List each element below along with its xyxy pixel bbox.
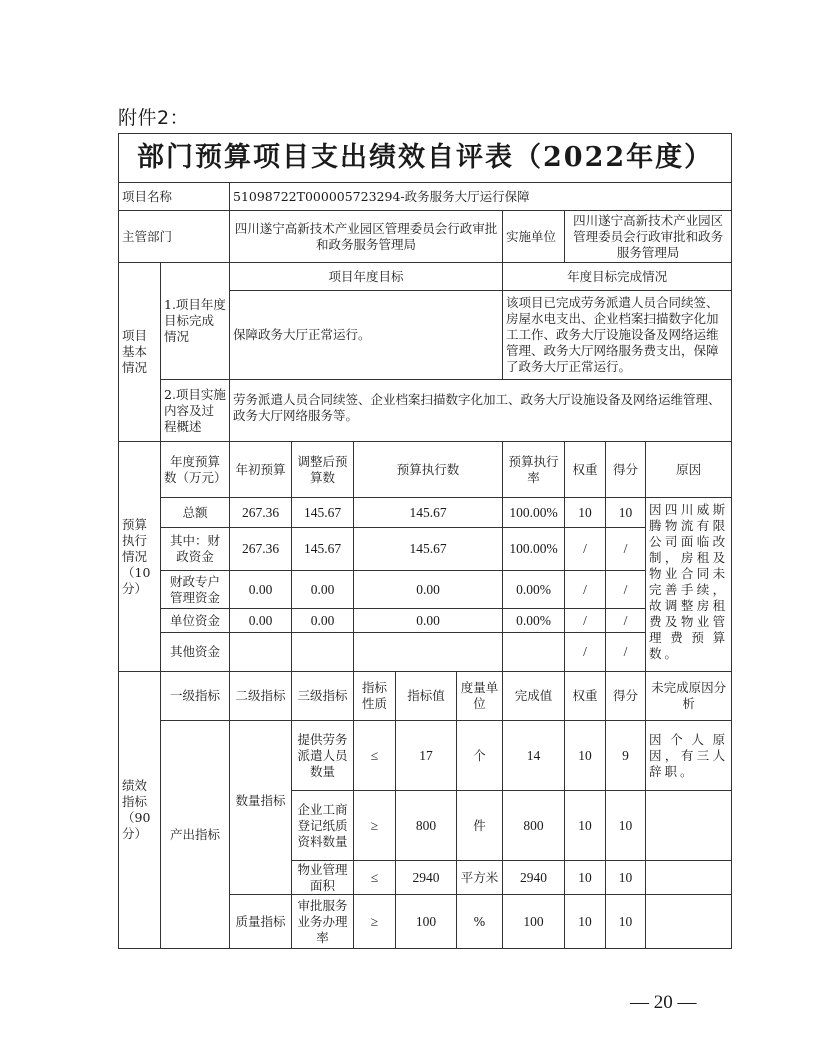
adjusted-budget: 0.00 <box>292 609 354 633</box>
initial-budget: 0.00 <box>230 609 292 633</box>
budget-row-label: 其中：财政资金 <box>161 528 230 571</box>
attachment-label: 附件2： <box>118 107 190 129</box>
measure-unit: 件 <box>457 791 503 861</box>
perf-header: 完成值 <box>503 672 565 721</box>
perf-header: 权重 <box>565 672 606 721</box>
level3-indicator: 物业管理面积 <box>292 861 354 895</box>
page-number: — 20 — <box>630 992 697 1013</box>
impl-unit-value: 四川遂宁高新技术产业园区管理委员会行政审批和政务服务管理局 <box>565 211 732 263</box>
initial-budget: 267.36 <box>230 528 292 571</box>
initial-budget <box>230 633 292 672</box>
initial-budget: 267.36 <box>230 498 292 528</box>
measure-unit: 平方米 <box>457 861 503 895</box>
executed-amount: 145.67 <box>354 498 503 528</box>
budget-row <box>119 609 732 633</box>
project-name-value: 51098722T000005723294-政务服务大厅运行保障 <box>230 183 732 211</box>
adjusted-budget: 145.67 <box>292 498 354 528</box>
perf-header: 三级指标 <box>292 672 354 721</box>
dept-value: 四川遂宁高新技术产业园区管理委员会行政审批和政务服务管理局 <box>230 211 503 263</box>
indicator-nature: ≥ <box>354 895 396 949</box>
budget-row-label: 总额 <box>161 498 230 528</box>
budget-row <box>119 498 732 528</box>
adjusted-budget <box>292 633 354 672</box>
weight: 10 <box>565 895 606 949</box>
score: / <box>606 571 646 609</box>
indicator-nature: ≥ <box>354 791 396 861</box>
level3-indicator: 提供劳务派遣人员数量 <box>292 721 354 791</box>
weight: 10 <box>565 498 606 528</box>
actual-value: 14 <box>503 721 565 791</box>
basic-row2-label: 2.项目实施内容及过程概述 <box>161 380 230 442</box>
level3-indicator: 企业工商登记纸质资料数量 <box>292 791 354 861</box>
score: 10 <box>606 791 646 861</box>
execution-rate: 100.00% <box>503 498 565 528</box>
target-value: 17 <box>396 721 457 791</box>
target-value: 2940 <box>396 861 457 895</box>
incomplete-reason <box>646 791 732 861</box>
adjusted-budget: 0.00 <box>292 571 354 609</box>
self-evaluation-table <box>118 133 732 949</box>
budget-header: 年度预算数（万元） <box>161 442 230 498</box>
adjusted-budget: 145.67 <box>292 528 354 571</box>
actual-value: 800 <box>503 791 565 861</box>
execution-rate <box>503 633 565 672</box>
budget-row <box>119 571 732 609</box>
level1-indicator: 产出指标 <box>161 721 230 949</box>
score: / <box>606 609 646 633</box>
measure-unit: 个 <box>457 721 503 791</box>
indicator-nature: ≤ <box>354 861 396 895</box>
incomplete-reason <box>646 895 732 949</box>
perf-header: 度量单位 <box>457 672 503 721</box>
executed-amount: 145.67 <box>354 528 503 571</box>
incomplete-reason: 因个人原因，有三人辞职。 <box>646 721 732 791</box>
level3-indicator: 审批服务业务办理率 <box>292 895 354 949</box>
budget-row <box>119 528 732 571</box>
perf-header: 得分 <box>606 672 646 721</box>
target-value: 100 <box>396 895 457 949</box>
perf-header: 二级指标 <box>230 672 292 721</box>
executed-amount <box>354 633 503 672</box>
execution-rate: 100.00% <box>503 528 565 571</box>
perf-header: 未完成原因分析 <box>646 672 732 721</box>
perf-header: 指标性质 <box>354 672 396 721</box>
execution-rate: 0.00% <box>503 609 565 633</box>
performance-section-label: 绩效指标（90分） <box>119 672 161 949</box>
project-name-label: 项目名称 <box>119 183 230 211</box>
budget-reason: 因四川威斯腾物流有限公司面临改制，房租及物业合同未完善手续，故调整房租费及物业管理费预算数。 <box>646 498 732 672</box>
impl-unit-label: 实施单位 <box>503 211 565 263</box>
budget-header: 调整后预算数 <box>292 442 354 498</box>
weight: / <box>565 571 606 609</box>
implementation-summary: 劳务派遣人员合同续签、企业档案扫描数字化加工、政务大厅设施设备及网络运维管理、政务大厅网络服务等。 <box>230 380 732 442</box>
score: 10 <box>606 895 646 949</box>
budget-header: 预算执行率 <box>503 442 565 498</box>
score: 10 <box>606 861 646 895</box>
score: 9 <box>606 721 646 791</box>
budget-header: 权重 <box>565 442 606 498</box>
initial-budget: 0.00 <box>230 571 292 609</box>
perf-row <box>119 721 732 791</box>
weight: 10 <box>565 791 606 861</box>
goal-completion-value: 该项目已完成劳务派遣人员合同续签、房屋水电支出、企业档案扫描数字化加工工作、政务大厅设施设备及网络运维管理、政务大厅网络服务费支出，保障了政务大厅正常运行。 <box>503 291 732 380</box>
budget-row-label: 单位资金 <box>161 609 230 633</box>
dept-label: 主管部门 <box>119 211 230 263</box>
score: / <box>606 633 646 672</box>
weight: / <box>565 633 606 672</box>
executed-amount: 0.00 <box>354 571 503 609</box>
basic-row1-label: 1.项目年度目标完成情况 <box>161 263 230 380</box>
page-title: 部门预算项目支出绩效自评表（2022年度） <box>119 134 732 183</box>
score: 10 <box>606 498 646 528</box>
target-value: 800 <box>396 791 457 861</box>
budget-row-label: 财政专户管理资金 <box>161 571 230 609</box>
basic-section-label: 项目基本情况 <box>119 263 161 442</box>
goal-header: 项目年度目标 <box>230 263 503 291</box>
incomplete-reason <box>646 861 732 895</box>
level2-quantity: 数量指标 <box>230 721 292 895</box>
perf-header: 指标值 <box>396 672 457 721</box>
annual-goal-value: 保障政务大厅正常运行。 <box>230 291 503 380</box>
completion-header: 年度目标完成情况 <box>503 263 732 291</box>
budget-row-label: 其他资金 <box>161 633 230 672</box>
weight: 10 <box>565 721 606 791</box>
score: / <box>606 528 646 571</box>
actual-value: 100 <box>503 895 565 949</box>
indicator-nature: ≤ <box>354 721 396 791</box>
perf-header: 一级指标 <box>161 672 230 721</box>
execution-rate: 0.00% <box>503 571 565 609</box>
weight: / <box>565 528 606 571</box>
measure-unit: % <box>457 895 503 949</box>
weight: 10 <box>565 861 606 895</box>
budget-header: 原因 <box>646 442 732 498</box>
budget-section-label: 预算执行情况（10分） <box>119 442 161 672</box>
budget-row <box>119 633 732 672</box>
budget-header: 预算执行数 <box>354 442 503 498</box>
level2-quality: 质量指标 <box>230 895 292 949</box>
budget-header: 年初预算 <box>230 442 292 498</box>
actual-value: 2940 <box>503 861 565 895</box>
weight: / <box>565 609 606 633</box>
budget-header: 得分 <box>606 442 646 498</box>
executed-amount: 0.00 <box>354 609 503 633</box>
